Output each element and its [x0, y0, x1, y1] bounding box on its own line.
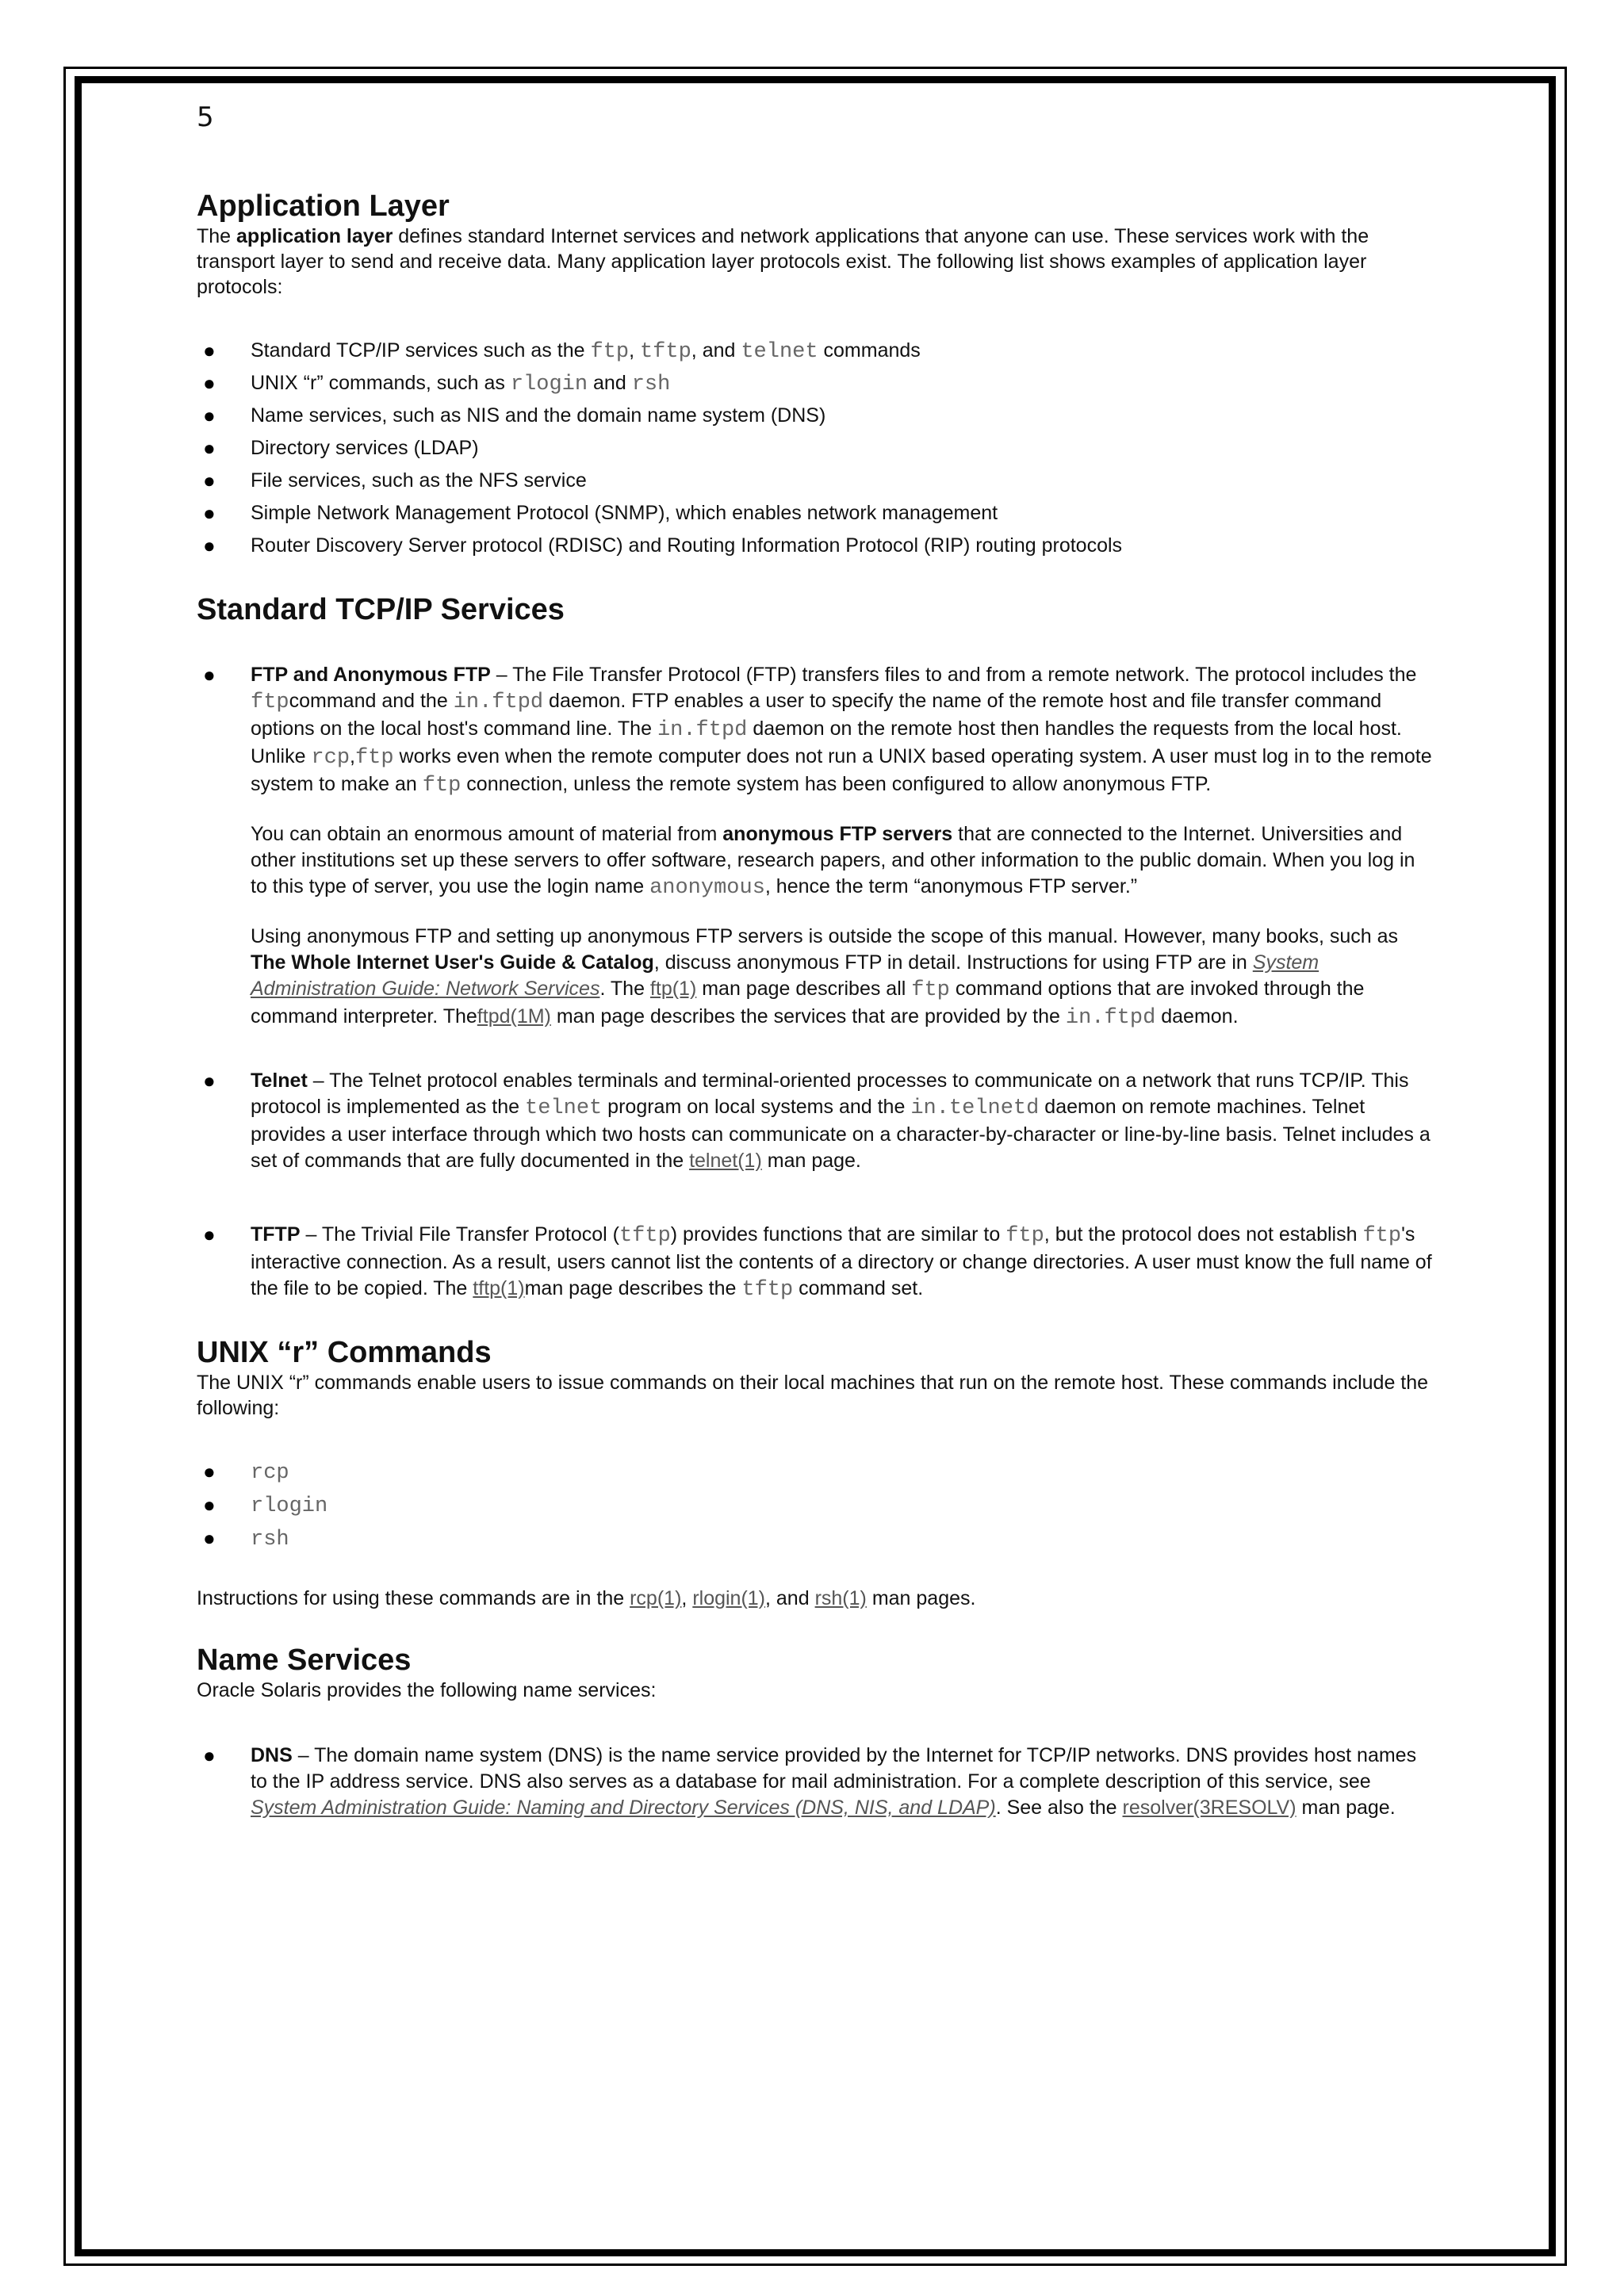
link-rlogin-man[interactable]: rlogin(1) — [692, 1587, 766, 1609]
bullet-icon: ● — [203, 1069, 216, 1093]
link-ftp-man[interactable]: ftp(1) — [649, 978, 697, 1000]
page-number: 5 — [197, 101, 214, 133]
application-layer-intro: The application layer defines standard Internet services and network applications that anyone can use. These services work with the transport layer to send and receive data. Many application layer protocols exist. The following list shows examples of application layer protocols: — [197, 225, 1369, 298]
bullet-icon: ● — [203, 1743, 216, 1767]
list-item: ● UNIX “r” commands, such as rlogin and rsh — [203, 371, 671, 396]
heading-application-layer: Application Layer — [197, 189, 450, 223]
bullet-icon: ● — [203, 436, 216, 460]
link-telnet-man[interactable]: telnet(1) — [689, 1150, 762, 1172]
list-item-tftp — [197, 1222, 1434, 1303]
dns-paragraph: DNS – The domain name system (DNS) is the name service provided by the Internet for TCP/IP networks. DNS provides host names to the IP address service. DNS also serves as a database for mail administration. For a complete description of this service, see System Administration Guide: Naming and Directory Services (DNS, NIS, and LDAP). See also the resolver(3RESOLV) man page. — [251, 1744, 1417, 1819]
list-item: ● rlogin — [203, 1493, 328, 1518]
list-item: ● Standard TCP/IP services such as the ftp, tftp, and telnet commands — [203, 339, 921, 364]
ftp-paragraph-3: Using anonymous FTP and setting up anonymous FTP servers is outside the scope of this manual. However, many books, such as The Whole Internet User's Guide & Catalog, discuss anonymous FTP in detail. Instructions for using FTP are in System Administration Guide: Network Services. The ftp(1) man page describes all ftp command options that are invoked through the command interpreter. Theftpd(1M) man page describes the services that are provided by the in.ftpd daemon. — [251, 925, 1399, 1030]
list-item: ● Simple Network Management Protocol (SNMP), which enables network management — [203, 501, 998, 525]
link-rsh-man[interactable]: rsh(1) — [814, 1587, 867, 1609]
link-resolver-man[interactable]: resolver(3RESOLV) — [1122, 1797, 1297, 1819]
bullet-icon: ● — [203, 371, 216, 395]
link-naming-directory-guide[interactable]: System Administration Guide: Naming and Directory Services (DNS, NIS, and LDAP) — [251, 1797, 996, 1819]
application-protocols-list — [197, 338, 1434, 565]
ftp-paragraph-1: FTP and Anonymous FTP – The File Transfer Protocol (FTP) transfers files to and from a remote network. The protocol includes the ftpcommand and the in.ftpd daemon. FTP enables a user to specify the name of the remote host and file transfer command options on the local host's command line. The in.ftpd daemon on the remote host then handles the requests from the local host. Unlike rcp,ftp works even when the remote computer does not run a UNIX based operating system. A user must log in to the remote system to make an ftp connection, unless the remote system has been configured to allow anonymous FTP. — [251, 664, 1432, 798]
list-item: ● Router Discovery Server protocol (RDISC) and Routing Information Protocol (RIP) routing protocols — [203, 534, 1123, 557]
bullet-icon: ● — [203, 404, 216, 427]
link-network-services-guide[interactable]: System Administration Guide: Network Services — [251, 951, 1320, 1000]
ftp-paragraph-2: You can obtain an enormous amount of material from anonymous FTP servers that are connected to the Internet. Universities and other institutions set up these servers to offer software, research papers, and other information to the public domain. When you log in to this type of server, you use the login name anonymous, hence the term “anonymous FTP server.” — [251, 823, 1415, 900]
bullet-icon: ● — [203, 1223, 216, 1246]
list-item-telnet — [197, 1068, 1434, 1174]
list-item: ● rcp — [203, 1460, 289, 1485]
bullet-icon: ● — [203, 1460, 216, 1483]
list-item-dns — [197, 1743, 1434, 1821]
bullet-icon: ● — [203, 534, 216, 557]
name-services-intro: Oracle Solaris provides the following name services: — [197, 1679, 657, 1701]
unix-r-intro: The UNIX “r” commands enable users to issue commands on their local machines that run on the remote host. These commands include the following: — [197, 1372, 1429, 1419]
list-item: ● Name services, such as NIS and the domain name system (DNS) — [203, 404, 826, 427]
list-item: ● File services, such as the NFS service — [203, 469, 587, 492]
standard-services-list — [197, 662, 1434, 1303]
telnet-paragraph: Telnet – The Telnet protocol enables terminals and terminal-oriented processes to communicate on a network that runs TCP/IP. This protocol is implemented as the telnet program on local systems and the in.telnetd daemon on remote machines. Telnet provides a user interface through which two hosts can communicate on a character-by-character or line-by-line basis. Telnet includes a set of commands that are fully documented in the telnet(1) man page. — [251, 1070, 1431, 1172]
bullet-icon: ● — [203, 663, 216, 687]
r-commands-instructions: Instructions for using these commands are in the rcp(1), rlogin(1), and rsh(1) man pages. — [197, 1587, 976, 1609]
bullet-icon: ● — [203, 1493, 216, 1517]
bullet-icon: ● — [203, 501, 216, 525]
heading-name-services: Name Services — [197, 1644, 412, 1677]
name-services-list — [197, 1743, 1434, 1821]
r-commands-list — [197, 1459, 1434, 1559]
link-tftp-man[interactable]: tftp(1) — [473, 1277, 525, 1299]
list-item: ● rsh — [203, 1526, 289, 1552]
bullet-icon: ● — [203, 1526, 216, 1550]
heading-standard-tcpip-services: Standard TCP/IP Services — [197, 593, 565, 626]
document-content — [197, 94, 1434, 1821]
list-item-ftp — [197, 662, 1434, 1031]
bullet-icon: ● — [203, 339, 216, 362]
link-rcp-man[interactable]: rcp(1) — [630, 1587, 682, 1609]
list-item: ● Directory services (LDAP) — [203, 436, 479, 460]
tftp-paragraph: TFTP – The Trivial File Transfer Protocol (tftp) provides functions that are similar to ftp, but the protocol does not establish ftp's interactive connection. As a result, users cannot list the contents of a directory or change directories. A user must know the full name of the file to be copied. The tftp(1)man page describes the tftp command set. — [251, 1223, 1432, 1302]
bullet-icon: ● — [203, 469, 216, 492]
link-ftpd-man[interactable]: ftpd(1M) — [477, 1005, 551, 1027]
heading-unix-r-commands: UNIX “r” Commands — [197, 1336, 492, 1369]
